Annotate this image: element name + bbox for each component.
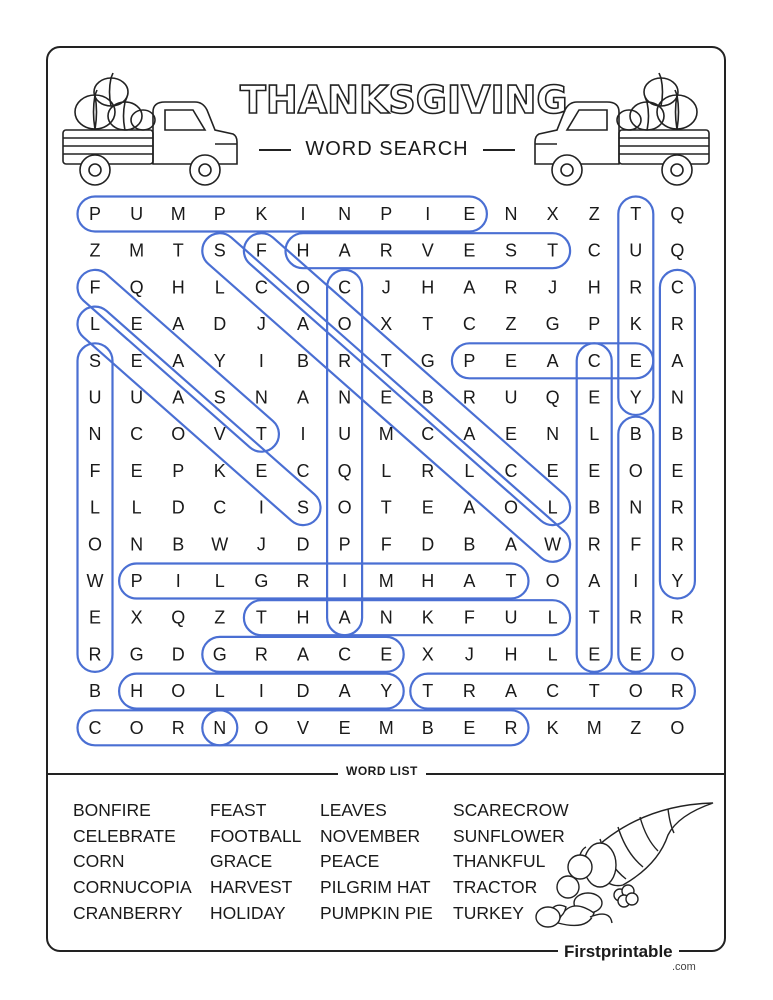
grid-letter[interactable]: L [131, 497, 142, 518]
grid-letter[interactable]: T [505, 571, 517, 591]
word-list-item: SUNFLOWER [453, 825, 565, 846]
brand-domain: .com [672, 961, 696, 973]
grid-letter[interactable]: U [504, 607, 518, 628]
word-list-item: CELEBRATE [73, 825, 176, 846]
grid-letter[interactable]: L [214, 681, 225, 702]
word-list-column-2 [210, 798, 301, 927]
grid-letter[interactable]: H [296, 607, 310, 628]
grid-letter[interactable]: E [255, 460, 268, 481]
grid-letter[interactable]: G [212, 644, 227, 665]
grid-letter[interactable]: S [213, 240, 226, 261]
grid-letter[interactable]: M [586, 717, 602, 738]
grid-letter[interactable]: V [213, 424, 226, 445]
grid-letter[interactable]: E [380, 644, 393, 665]
grid-letter[interactable]: E [463, 717, 476, 738]
grid-letter[interactable]: I [175, 571, 181, 591]
grid-letter[interactable]: O [254, 717, 269, 738]
grid-letter[interactable]: N [546, 424, 560, 445]
word-list-heading: WORD LIST [338, 764, 426, 778]
grid-letter[interactable]: Q [129, 277, 144, 298]
grid-letter[interactable]: C [504, 460, 518, 481]
grid-letter[interactable]: Q [171, 607, 186, 628]
grid-letter[interactable]: A [296, 314, 310, 335]
grid-letter[interactable]: N [338, 204, 352, 224]
grid-letter[interactable]: F [89, 460, 101, 481]
found-word-outline [244, 600, 570, 635]
grid-letter[interactable]: E [546, 460, 559, 481]
grid-letter[interactable]: G [545, 314, 560, 335]
grid-letter[interactable]: E [338, 717, 351, 738]
grid-letter[interactable]: G [420, 350, 435, 371]
grid-letter[interactable]: I [633, 571, 639, 591]
grid-letter[interactable]: Y [213, 350, 226, 371]
grid-letter[interactable]: B [421, 717, 434, 738]
grid-letter[interactable]: Z [630, 717, 642, 738]
grid-letter[interactable]: L [214, 277, 225, 298]
grid-letter[interactable]: C [338, 277, 352, 298]
grid-letter[interactable]: P [130, 571, 143, 591]
grid-letter[interactable]: E [588, 460, 601, 481]
grid-letter[interactable]: R [670, 314, 684, 335]
word-list-item: FOOTBALL [210, 825, 302, 846]
grid-letter[interactable]: X [380, 314, 393, 335]
grid-letter[interactable]: E [463, 240, 476, 261]
grid-letter[interactable]: N [88, 424, 102, 445]
grid-letter[interactable]: A [296, 644, 310, 665]
grid-letter[interactable]: H [587, 277, 601, 298]
grid-letter[interactable]: U [629, 240, 643, 261]
grid-letter[interactable]: Y [629, 387, 642, 408]
grid-letter[interactable]: M [170, 204, 186, 224]
grid-letter[interactable]: P [338, 534, 351, 555]
grid-letter[interactable]: K [546, 717, 559, 738]
grid-letter[interactable]: Q [545, 387, 560, 408]
grid-letter[interactable]: Y [671, 571, 684, 591]
grid-letter[interactable]: C [587, 350, 601, 371]
grid-letter[interactable]: D [171, 497, 185, 518]
word-list-item: CRANBERRY [73, 902, 183, 923]
word-list-column-3 [320, 798, 433, 927]
grid-letter[interactable]: H [421, 277, 435, 298]
grid-letter[interactable]: O [670, 644, 685, 665]
word-list-item: SCARECROW [453, 800, 569, 820]
grid-letter[interactable]: M [378, 424, 394, 445]
grid-letter[interactable]: D [171, 644, 185, 665]
grid-letter[interactable]: L [214, 571, 225, 591]
grid-letter[interactable]: A [504, 681, 518, 702]
word-list-item: HARVEST [210, 877, 293, 898]
grid-letter[interactable]: N [130, 534, 144, 555]
grid-letter[interactable]: A [504, 534, 518, 555]
grid-letter[interactable]: M [378, 717, 394, 738]
grid-letter[interactable]: C [421, 424, 435, 445]
grid-letter[interactable]: I [425, 204, 431, 224]
grid-letter[interactable]: R [171, 717, 185, 738]
grid-letter[interactable]: L [547, 607, 558, 628]
grid-letter[interactable]: E [130, 350, 143, 371]
grid-letter[interactable]: P [172, 460, 185, 481]
grid-letter[interactable]: R [504, 277, 518, 298]
grid-letter[interactable]: D [296, 534, 310, 555]
grid-letter[interactable]: C [88, 717, 102, 738]
grid-letter[interactable]: J [381, 277, 391, 298]
grid-letter[interactable]: I [342, 571, 348, 591]
grid-letter[interactable]: C [130, 424, 144, 445]
word-list-item: THANKFUL [453, 851, 546, 872]
grid-letter[interactable]: F [89, 277, 101, 298]
grid-letter[interactable]: P [380, 204, 393, 224]
grid-letter[interactable]: B [463, 534, 476, 555]
found-word-outline [618, 197, 653, 416]
word-list-item: GRACE [210, 851, 273, 872]
grid-letter[interactable]: A [338, 681, 351, 702]
grid-letter[interactable]: U [88, 387, 102, 408]
grid-letter[interactable]: J [256, 534, 266, 555]
grid-letter[interactable]: O [503, 497, 519, 518]
grid-letter[interactable]: A [296, 387, 310, 408]
grid-letter[interactable]: R [421, 460, 435, 481]
grid-letter[interactable]: T [380, 350, 392, 371]
grid-letter[interactable]: M [129, 240, 145, 261]
grid-letter[interactable]: H [171, 277, 185, 298]
grid-letter[interactable]: Q [337, 460, 352, 481]
grid-letter[interactable]: A [338, 240, 351, 261]
grid-letter[interactable]: A [671, 350, 684, 371]
brand-logo-text: Firstprintable [558, 942, 679, 962]
grid-letter[interactable]: E [629, 644, 642, 665]
grid-letter[interactable]: N [504, 204, 518, 224]
grid-letter[interactable]: J [464, 644, 474, 665]
grid-letter[interactable]: B [172, 534, 185, 555]
page-title: THANKSGIVING [240, 78, 568, 122]
grid-letter[interactable]: E [130, 460, 143, 481]
grid-letter[interactable]: L [589, 424, 600, 445]
grid-letter[interactable]: T [422, 681, 434, 702]
grid-letter[interactable]: L [547, 644, 558, 665]
grid-letter[interactable]: H [421, 571, 435, 591]
grid-letter[interactable]: E [588, 644, 601, 665]
grid-letter[interactable]: Q [670, 240, 685, 261]
grid-letter[interactable]: X [130, 607, 143, 628]
grid-letter[interactable]: R [670, 681, 684, 702]
grid-letter[interactable]: U [504, 387, 518, 408]
grid-letter[interactable]: I [258, 497, 264, 518]
grid-letter[interactable]: T [380, 497, 392, 518]
grid-letter[interactable]: C [546, 681, 560, 702]
grid-letter[interactable]: E [629, 350, 642, 371]
grid-letter[interactable]: O [295, 277, 311, 298]
grid-letter[interactable]: F [630, 534, 642, 555]
word-list-item: TRACTOR [453, 877, 538, 898]
grid-letter[interactable]: J [256, 314, 266, 335]
grid-letter[interactable]: Z [214, 607, 226, 628]
grid-letter[interactable]: T [172, 240, 184, 261]
word-list-column-1 [73, 798, 192, 927]
grid-letter[interactable]: Z [89, 240, 101, 261]
word-list-item: PILGRIM HAT [320, 877, 431, 898]
grid-letter[interactable]: K [629, 314, 642, 335]
grid-letter[interactable]: C [587, 240, 601, 261]
grid-letter[interactable]: N [213, 717, 227, 738]
grid-letter[interactable]: A [463, 277, 476, 298]
grid-letter[interactable]: W [86, 571, 104, 591]
grid-letter[interactable]: B [671, 424, 684, 445]
grid-letter[interactable]: A [588, 571, 601, 591]
grid-letter[interactable]: T [588, 607, 600, 628]
grid-letter[interactable]: P [213, 204, 226, 224]
grid-letter[interactable]: L [89, 497, 101, 518]
grid-letter[interactable]: R [504, 717, 518, 738]
grid-letter[interactable]: N [670, 387, 684, 408]
grid-letter[interactable]: E [130, 314, 143, 335]
grid-letter[interactable]: R [587, 534, 601, 555]
word-list-item: PEACE [320, 851, 380, 872]
grid-letter[interactable]: S [88, 350, 102, 371]
word-list-item: NOVEMBER [320, 825, 421, 846]
grid-letter[interactable]: X [421, 644, 434, 665]
word-list-item: PUMPKIN PIE [320, 902, 433, 923]
grid-letter[interactable]: R [338, 350, 352, 371]
grid-letter[interactable]: R [462, 681, 476, 702]
grid-letter[interactable]: O [87, 534, 103, 555]
grid-letter[interactable]: E [421, 497, 434, 518]
grid-letter[interactable]: F [463, 607, 475, 628]
grid-letter[interactable]: P [88, 204, 102, 224]
grid-letter[interactable]: B [296, 350, 310, 371]
grid-letter[interactable]: F [380, 534, 392, 555]
grid-letter[interactable]: S [296, 497, 310, 518]
grid-letter[interactable]: O [628, 681, 643, 702]
cornucopia-icon [528, 795, 718, 935]
grid-letter[interactable]: C [254, 277, 268, 298]
grid-letter[interactable]: F [255, 240, 267, 261]
grid-letter[interactable]: R [296, 571, 310, 591]
grid-letter[interactable]: H [130, 681, 144, 702]
grid-letter[interactable]: A [463, 424, 476, 445]
grid-letter[interactable]: J [548, 277, 558, 298]
grid-letter[interactable]: Q [670, 204, 685, 224]
grid-letter[interactable]: A [172, 350, 185, 371]
grid-letter[interactable]: U [338, 424, 352, 445]
grid-letter[interactable]: S [504, 240, 518, 261]
grid-letter[interactable]: E [88, 607, 102, 628]
grid-letter[interactable]: T [630, 204, 642, 224]
grid-letter[interactable]: R [670, 607, 684, 628]
grid-letter[interactable]: H [296, 240, 310, 261]
grid-letter[interactable]: M [378, 571, 394, 591]
grid-letter[interactable]: L [381, 460, 392, 481]
grid-letter[interactable]: H [504, 644, 518, 665]
grid-letter[interactable]: N [379, 607, 393, 628]
grid-letter[interactable]: B [421, 387, 434, 408]
grid-letter[interactable]: O [171, 681, 186, 702]
grid-letter[interactable]: O [545, 571, 560, 591]
grid-letter[interactable]: I [300, 204, 306, 224]
grid-letter[interactable]: O [129, 717, 144, 738]
grid-letter[interactable]: E [504, 424, 518, 445]
grid-letter[interactable]: C [213, 497, 227, 518]
found-word-outline [202, 710, 528, 745]
grid-letter[interactable]: E [504, 350, 518, 371]
grid-letter[interactable]: R [379, 240, 393, 261]
grid-letter[interactable]: G [129, 644, 144, 665]
grid-letter[interactable]: E [380, 387, 393, 408]
word-list-item: BONFIRE [73, 800, 151, 820]
grid-letter[interactable]: K [421, 607, 434, 628]
grid-letter[interactable]: B [588, 497, 601, 518]
grid-letter[interactable]: R [670, 534, 684, 555]
grid-letter[interactable]: I [258, 350, 264, 371]
subtitle-text: WORD SEARCH [305, 138, 469, 160]
grid-letter[interactable]: T [422, 314, 434, 335]
grid-letter[interactable]: T [255, 607, 267, 628]
grid-letter[interactable]: K [213, 460, 226, 481]
grid-letter[interactable]: A [172, 387, 185, 408]
grid-letter[interactable]: A [172, 314, 185, 335]
grid-letter[interactable]: S [213, 387, 226, 408]
grid-letter[interactable]: P [463, 350, 476, 371]
grid-letter[interactable]: A [338, 607, 351, 628]
grid-letter[interactable]: E [671, 460, 684, 481]
grid-letter[interactable]: E [588, 387, 601, 408]
grid-letter[interactable]: A [463, 571, 476, 591]
grid-letter[interactable]: X [546, 204, 559, 224]
grid-letter[interactable]: R [88, 644, 102, 665]
grid-letter[interactable]: V [296, 717, 310, 738]
grid-letter[interactable]: P [588, 314, 601, 335]
grid-letter[interactable]: N [338, 387, 352, 408]
grid-letter[interactable]: N [629, 497, 643, 518]
grid-letter[interactable]: T [547, 240, 559, 261]
grid-letter[interactable]: U [130, 387, 144, 408]
grid-letter[interactable]: I [258, 681, 264, 702]
grid-letter[interactable]: W [544, 534, 562, 555]
word-list-item: LEAVES [320, 800, 387, 820]
grid-letter[interactable]: C [296, 460, 310, 481]
grid-letter[interactable]: T [255, 424, 267, 445]
grid-letter[interactable]: R [629, 607, 643, 628]
grid-letter[interactable]: T [588, 681, 600, 702]
grid-letter[interactable]: L [547, 497, 558, 518]
grid-letter[interactable]: O [628, 460, 643, 481]
word-list-item: CORNUCOPIA [73, 877, 192, 898]
grid-letter[interactable]: N [254, 387, 268, 408]
grid-letter[interactable]: I [300, 424, 306, 445]
grid-letter[interactable]: A [546, 350, 559, 371]
grid-letter[interactable]: O [171, 424, 186, 445]
word-list-item: CORN [73, 851, 125, 872]
word-list-item: TURKEY [453, 902, 524, 923]
grid-letter[interactable]: G [254, 571, 269, 591]
grid-letter[interactable]: W [211, 534, 229, 555]
word-list-item: FEAST [210, 800, 267, 820]
grid-letter[interactable]: E [463, 204, 476, 224]
grid-letter[interactable]: R [462, 387, 476, 408]
grid-letter[interactable]: O [337, 314, 352, 335]
grid-letter[interactable]: R [254, 644, 268, 665]
grid-letter[interactable]: K [255, 204, 268, 224]
grid-letter[interactable]: R [629, 277, 643, 298]
grid-letter[interactable]: A [463, 497, 476, 518]
grid-letter[interactable]: B [629, 424, 642, 445]
grid-letters [87, 204, 685, 738]
grid-letter[interactable]: L [89, 314, 101, 335]
grid-letter[interactable]: U [130, 204, 144, 224]
word-list-item: HOLIDAY [210, 902, 286, 923]
grid-letter[interactable]: O [670, 717, 685, 738]
grid-letter[interactable]: D [421, 534, 435, 555]
grid-letter[interactable]: D [296, 681, 310, 702]
grid-letter[interactable]: R [670, 497, 684, 518]
grid-letter[interactable]: V [421, 240, 434, 261]
grid-letter[interactable]: Z [588, 204, 600, 224]
grid-letter[interactable]: Z [505, 314, 517, 335]
grid-letter[interactable]: D [213, 314, 227, 335]
grid-letter[interactable]: L [464, 460, 475, 481]
grid-letter[interactable]: C [462, 314, 476, 335]
grid-letter[interactable]: B [88, 681, 102, 702]
grid-letter[interactable]: Y [380, 681, 393, 702]
grid-letter[interactable]: C [338, 644, 352, 665]
grid-letter[interactable]: O [337, 497, 352, 518]
grid-letter[interactable]: C [670, 277, 684, 298]
